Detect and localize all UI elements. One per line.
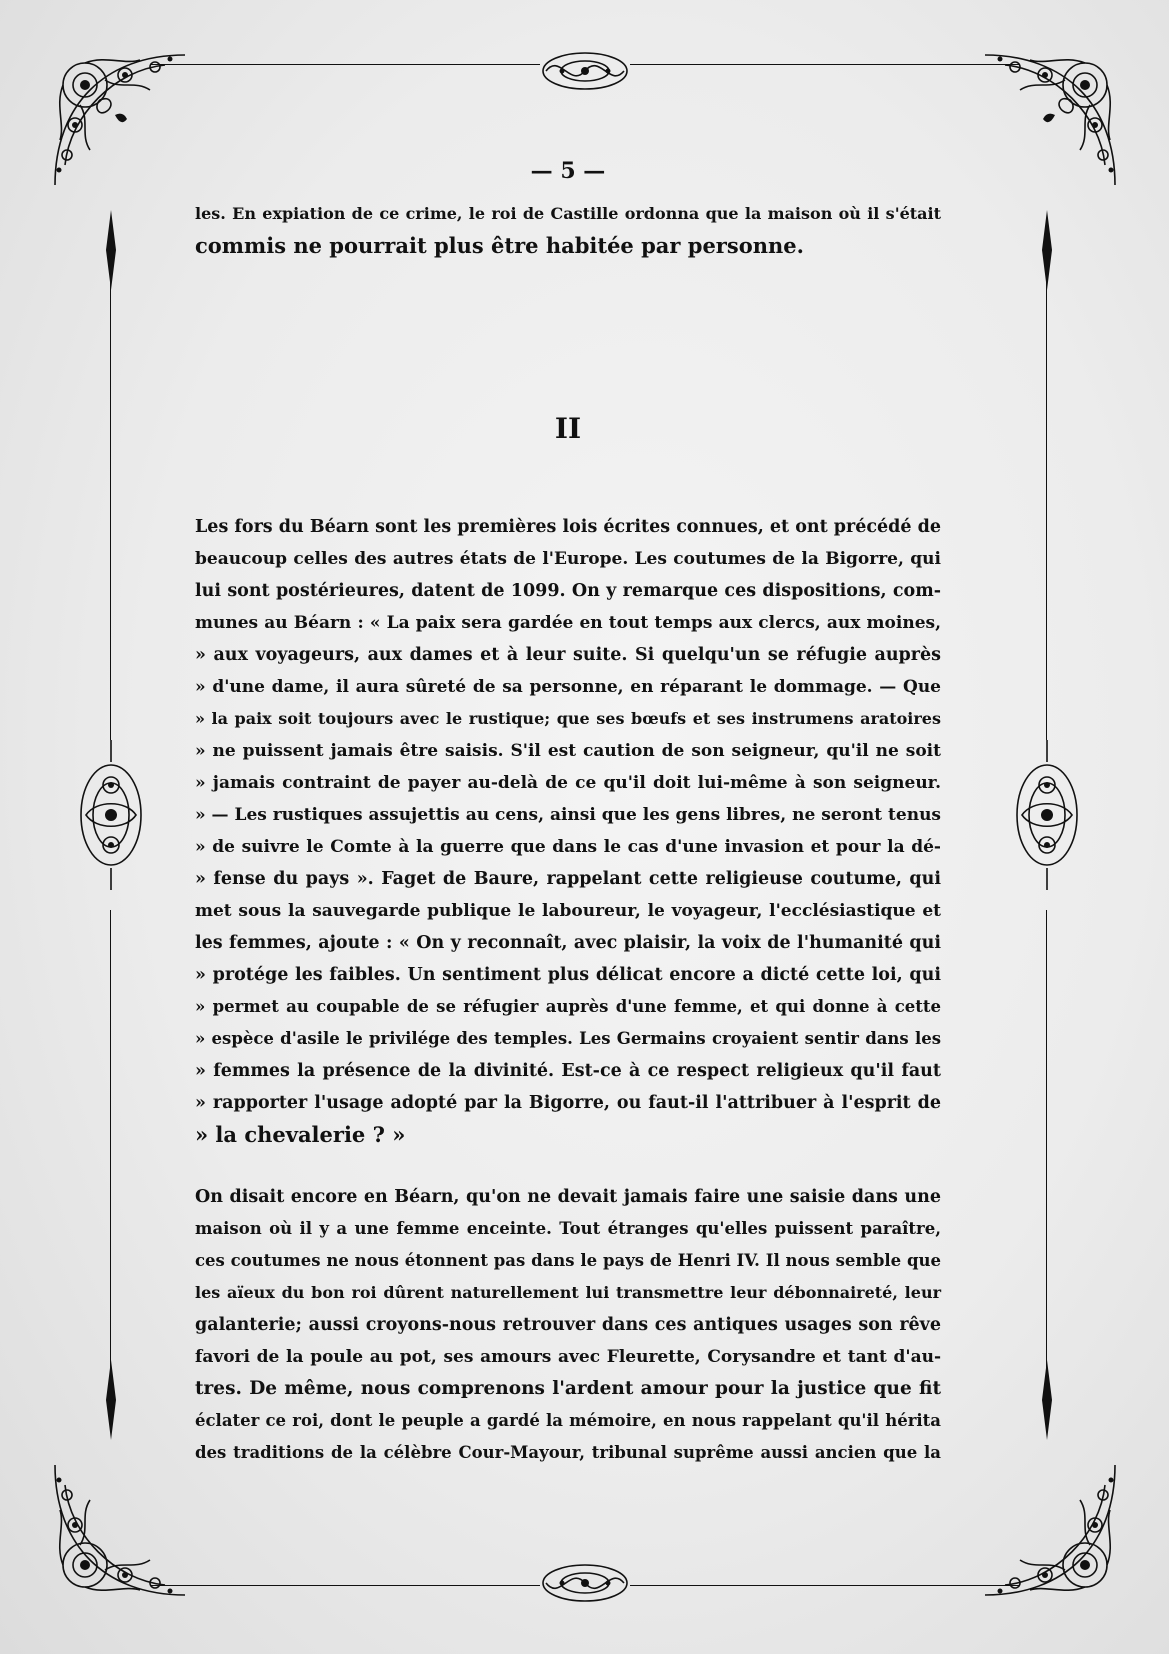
text-line: » — Les rustiques assujettis au cens, ainsi que les gens libres, ne seront tenus <box>195 805 941 825</box>
text-line: commis ne pourrait plus être habitée par personne. <box>195 233 804 258</box>
text-line: » jamais contraint de payer au-delà de ce qu'il doit lui-même à son seigneur. <box>195 773 941 793</box>
page-number: — 5 — <box>530 158 606 184</box>
text-line: » fense du pays ». Faget de Baure, rappelant cette religieuse coutume, qui <box>195 869 941 889</box>
section-heading: II <box>554 412 582 445</box>
text-line: tres. De même, nous comprenons l'ardent amour pour la justice que fit <box>195 1378 941 1399</box>
frame-rule-left-lower <box>110 910 111 1430</box>
paragraph-henri-iv <box>195 1181 941 1469</box>
frame-rule-bottom-left <box>150 1585 540 1586</box>
text-line: Les fors du Béarn sont les premières lois écrites connues, et ont précédé de <box>195 517 941 537</box>
text-line: » ne puissent jamais être saisis. S'il est caution de son seigneur, qu'il ne soit <box>195 741 941 761</box>
corner-ornament-icon <box>975 1455 1125 1605</box>
text-line: les femmes, ajoute : « On y reconnaît, avec plaisir, la voix de l'humanité qui <box>195 933 941 953</box>
text-line: » d'une dame, il aura sûreté de sa personne, en réparant le dommage. — Que <box>195 677 941 697</box>
frame-spike-icon <box>105 210 117 290</box>
frame-rule-right-lower <box>1046 910 1047 1430</box>
text-line: favori de la poule au pot, ses amours avec Fleurette, Corysandre et tant d'au- <box>195 1347 941 1367</box>
frame-spike-icon <box>1041 210 1053 290</box>
text-line: » de suivre le Comte à la guerre que dans le cas d'une invasion et pour la dé- <box>195 837 941 857</box>
frame-rule-top-left <box>150 64 540 65</box>
text-line: met sous la sauvegarde publique le laboureur, le voyageur, l'ecclésiastique et <box>195 901 941 921</box>
text-line: » permet au coupable de se réfugier auprès d'une femme, et qui donne à cette <box>195 997 941 1016</box>
text-line: » rapporter l'usage adopté par la Bigorre, ou faut-il l'attribuer à l'esprit de <box>195 1093 941 1113</box>
text-line: munes au Béarn : « La paix sera gardée en tout temps aux clercs, aux moines, <box>195 613 941 633</box>
frame-spike-icon <box>105 1360 117 1440</box>
corner-ornament-icon <box>975 45 1125 195</box>
frame-spike-icon <box>1041 1360 1053 1440</box>
text-line: ces coutumes ne nous étonnent pas dans le pays de Henri IV. Il nous semble que <box>195 1251 941 1270</box>
frame-rule-top-right <box>630 64 1020 65</box>
side-medallion-icon <box>1012 740 1082 890</box>
center-medallion-icon <box>540 48 630 94</box>
text-line: éclater ce roi, dont le peuple a gardé la mémoire, en nous rappelant qu'il hérita <box>195 1411 941 1430</box>
text-line: » femmes la présence de la divinité. Est-ce à ce respect religieux qu'il faut <box>195 1061 941 1081</box>
text-line: On disait encore en Béarn, qu'on ne devait jamais faire une saisie dans une <box>195 1187 941 1207</box>
text-line: » la chevalerie ? » <box>195 1122 406 1147</box>
corner-ornament-icon <box>45 45 195 195</box>
frame-rule-right-upper <box>1046 220 1047 740</box>
paragraph-fors-du-bearn <box>195 511 941 1151</box>
center-medallion-icon <box>540 1560 630 1606</box>
text-line: lui sont postérieures, datent de 1099. On y remarque ces dispositions, com- <box>195 581 941 601</box>
text-line: beaucoup celles des autres états de l'Europe. Les coutumes de la Bigorre, qui <box>195 549 941 569</box>
paragraph-gap <box>195 1151 941 1181</box>
text-line: » la paix soit toujours avec le rustique; que ses bœufs et ses instrumens aratoires <box>195 709 941 728</box>
text-line: maison où il y a une femme enceinte. Tout étranges qu'elles puissent paraître, <box>195 1219 941 1238</box>
corner-ornament-icon <box>45 1455 195 1605</box>
side-medallion-icon <box>76 740 146 890</box>
text-line: galanterie; aussi croyons-nous retrouver dans ces antiques usages son rêve <box>195 1315 941 1335</box>
text-line: des traditions de la célèbre Cour-Mayour, tribunal suprême aussi ancien que la <box>195 1443 941 1462</box>
text-line: » espèce d'asile le privilége des temples. Les Germains croyaient sentir dans les <box>195 1029 941 1048</box>
text-line: les. En expiation de ce crime, le roi de Castille ordonna que la maison où il s'était <box>195 204 941 223</box>
paragraph-continuation <box>195 198 941 262</box>
frame-rule-left-upper <box>110 220 111 740</box>
text-line: » protége les faibles. Un sentiment plus délicat encore a dicté cette loi, qui <box>195 965 941 985</box>
page-text-block <box>195 158 941 1469</box>
text-line: les aïeux du bon roi dûrent naturellement lui transmettre leur débonnaireté, leur <box>195 1283 941 1302</box>
text-line: » aux voyageurs, aux dames et à leur suite. Si quelqu'un se réfugie auprès <box>195 645 941 665</box>
frame-rule-bottom-right <box>630 1585 1020 1586</box>
